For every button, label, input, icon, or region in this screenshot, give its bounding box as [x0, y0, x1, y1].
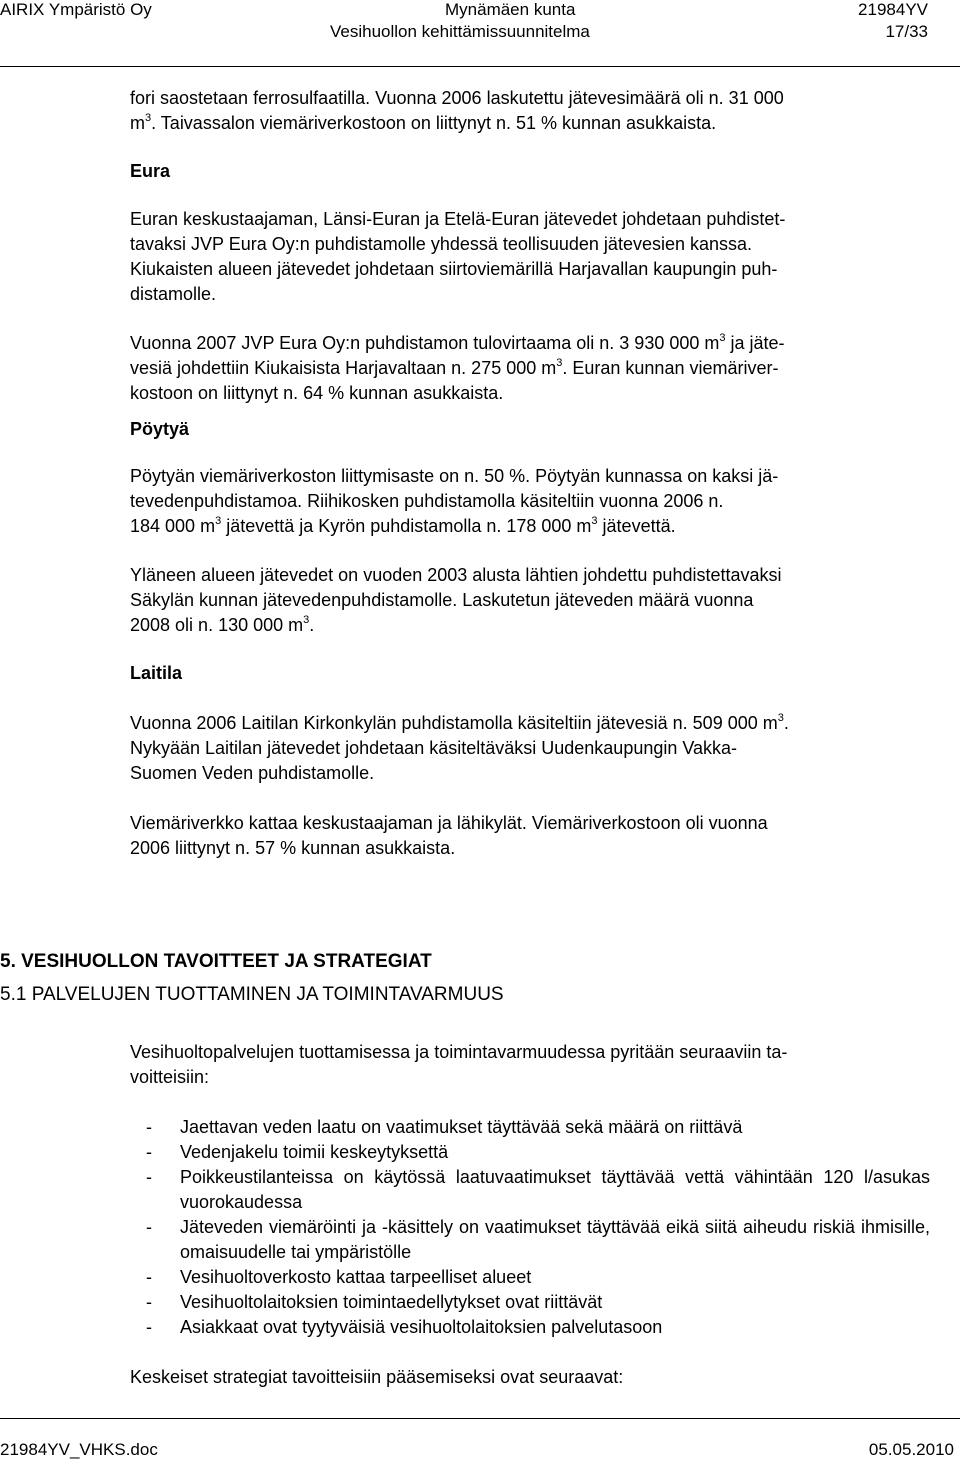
text-fragment: vesiä johdettiin Kiukaisista Harjavaltaan n. 275 000 m: [130, 358, 557, 378]
text-line: Vesihuoltopalvelujen tuottamisessa ja toimintavarmuudessa pyritään seuraaviin ta-: [130, 1042, 788, 1062]
text-line: Kiukaisten alueen jätevedet johdetaan siirtoviemärillä Harjavallan kaupungin puh-: [130, 259, 778, 279]
header-divider: [0, 66, 960, 67]
dash-bullet: -: [146, 1317, 152, 1337]
text-line: Yläneen alueen jätevedet on vuoden 2003 alusta lähtien johdettu puhdistettavaksi: [130, 565, 782, 585]
text-line: Pöytyän viemäriverkoston liittymisaste on n. 50 %. Pöytyän kunnassa on kaksi jä-: [130, 466, 779, 486]
text-line: fori saostetaan ferrosulfaatilla. Vuonna 2006 laskutettu jätevesimäärä oli n. 31 000: [130, 88, 784, 108]
page-header: [0, 0, 960, 70]
dash-bullet: -: [146, 1117, 152, 1137]
text-line: Viemäriverkko kattaa keskustaajaman ja lähikylät. Viemäriverkostoon oli vuonna: [130, 813, 768, 833]
page-body: [130, 86, 927, 861]
list-item-text: Jäteveden viemäröinti ja -käsittely on vaatimukset täyttävää eikä siitä aiheudu riskiä ihmisille, omaisuudelle tai ympäristölle: [180, 1217, 930, 1262]
paragraph-eura-2: [130, 331, 927, 406]
list-item-text: Vesihuoltolaitoksien toimintaedellytykset ovat riittävät: [180, 1292, 603, 1312]
heading-laitila: Laitila: [130, 663, 183, 683]
section-title: 5. VESIHUOLLON TAVOITTEET JA STRATEGIAT: [0, 951, 432, 972]
superscript: 3: [145, 112, 152, 124]
text-fragment: jätevettä.: [597, 516, 676, 536]
text-fragment: 2008 oli n. 130 000 m: [130, 615, 304, 635]
superscript: 3: [215, 515, 222, 527]
text-line: tevedenpuhdistamoa. Riihikosken puhdistamolla käsiteltiin vuonna 2006 n.: [130, 491, 724, 511]
list-item: [130, 1315, 930, 1340]
closing-body: [130, 1365, 927, 1390]
municipality-name: Mynämäen kunta: [445, 0, 576, 19]
text-line: distamolle.: [130, 284, 217, 304]
text-line: Nykyään Laitilan jätevedet johdetaan käsiteltäväksi Uudenkaupungin Vakka-: [130, 738, 738, 758]
page-number: 17/33: [885, 22, 928, 41]
paragraph-closing: Keskeiset strategiat tavoitteisiin pääsemiseksi ovat seuraavat:: [130, 1367, 624, 1387]
paragraph-laitila-1: [130, 711, 927, 786]
heading-poytya: Pöytyä: [130, 419, 190, 439]
text-fragment: jätevettä ja Kyrön puhdistamolla n. 178 000 m: [221, 516, 592, 536]
list-item-text: Jaettavan veden laatu on vaatimukset täyttävää sekä määrä on riittävä: [180, 1117, 743, 1137]
text-line: Suomen Veden puhdistamolle.: [130, 763, 375, 783]
dash-bullet: -: [146, 1292, 152, 1312]
project-number: 21984YV: [858, 0, 928, 19]
text-fragment: 184 000 m: [130, 516, 216, 536]
list-item-text: Asiakkaat ovat tyytyväisiä vesihuoltolaitoksien palvelutasoon: [180, 1317, 663, 1337]
text-fragment: .: [783, 713, 789, 733]
list-item: [130, 1140, 930, 1165]
list-item-text: Vedenjakelu toimii keskeytyksettä: [180, 1142, 449, 1162]
text-line: Säkylän kunnan jätevedenpuhdistamolle. Laskutetun jäteveden määrä vuonna: [130, 590, 754, 610]
paragraph-taivassalo: [130, 86, 927, 136]
list-item: [130, 1265, 930, 1290]
list-item-text: Poikkeustilanteissa on käytössä laatuvaatimukset täyttävää vettä vähintään 120 l/asukas vuorokaudessa: [180, 1167, 930, 1212]
superscript: 3: [777, 712, 784, 724]
subsection-title: 5.1 PALVELUJEN TUOTTAMINEN JA TOIMINTAVARMUUS: [0, 984, 504, 1005]
heading-eura: Eura: [130, 161, 171, 181]
list-item: [130, 1165, 930, 1215]
paragraph-eura-1: [130, 207, 927, 307]
dash-bullet: -: [146, 1267, 152, 1287]
superscript: 3: [303, 614, 310, 626]
paragraph-intro: [130, 1040, 927, 1090]
dash-bullet: -: [146, 1167, 152, 1187]
text-line: voitteisiin:: [130, 1067, 210, 1087]
footer-filename: 21984YV_VHKS.doc: [0, 1440, 158, 1459]
footer-date: 05.05.2010: [868, 1440, 954, 1459]
superscript: 3: [591, 515, 598, 527]
list-item-text: Vesihuoltoverkosto kattaa tarpeelliset alueet: [180, 1267, 532, 1287]
text-fragment: Vuonna 2007 JVP Eura Oy:n puhdistamon tulovirtaama oli n. 3 930 000 m: [130, 333, 720, 353]
company-name: AIRIX Ympäristö Oy: [0, 0, 152, 19]
text-fragment: .: [309, 615, 315, 635]
dash-bullet: -: [146, 1142, 152, 1162]
text-fragment: . Euran kunnan viemäriver-: [562, 358, 779, 378]
text-fragment: Vuonna 2006 Laitilan Kirkonkylän puhdistamolla käsiteltiin jätevesiä n. 509 000 m: [130, 713, 778, 733]
list-item: [130, 1215, 930, 1265]
paragraph-poytya-2: [130, 563, 927, 638]
superscript: 3: [719, 332, 726, 344]
document-title: Vesihuollon kehittämissuunnitelma: [330, 22, 590, 41]
footer-divider: [0, 1418, 960, 1419]
text-line: 2006 liittynyt n. 57 % kunnan asukkaista.: [130, 838, 456, 858]
text-line: Euran keskustaajaman, Länsi-Euran ja Etelä-Euran jätevedet johdetaan puhdistet-: [130, 209, 786, 229]
dash-bullet: -: [146, 1217, 152, 1237]
text-fragment: m: [130, 113, 145, 133]
text-line: tavaksi JVP Eura Oy:n puhdistamolle yhdessä teollisuuden jätevesien kanssa.: [130, 234, 753, 254]
section-body: [130, 1040, 927, 1090]
list-item: [130, 1290, 930, 1315]
text-line: kostoon on liittynyt n. 64 % kunnan asukkaista.: [130, 383, 504, 403]
text-fragment: . Taivassalon viemäriverkostoon on liittynyt n. 51 % kunnan asukkaista.: [151, 113, 717, 133]
text-fragment: ja jäte-: [725, 333, 785, 353]
goals-list: [130, 1115, 930, 1340]
paragraph-poytya-1: [130, 464, 927, 539]
list-item: [130, 1115, 930, 1140]
paragraph-laitila-2: [130, 811, 927, 861]
superscript: 3: [556, 357, 563, 369]
